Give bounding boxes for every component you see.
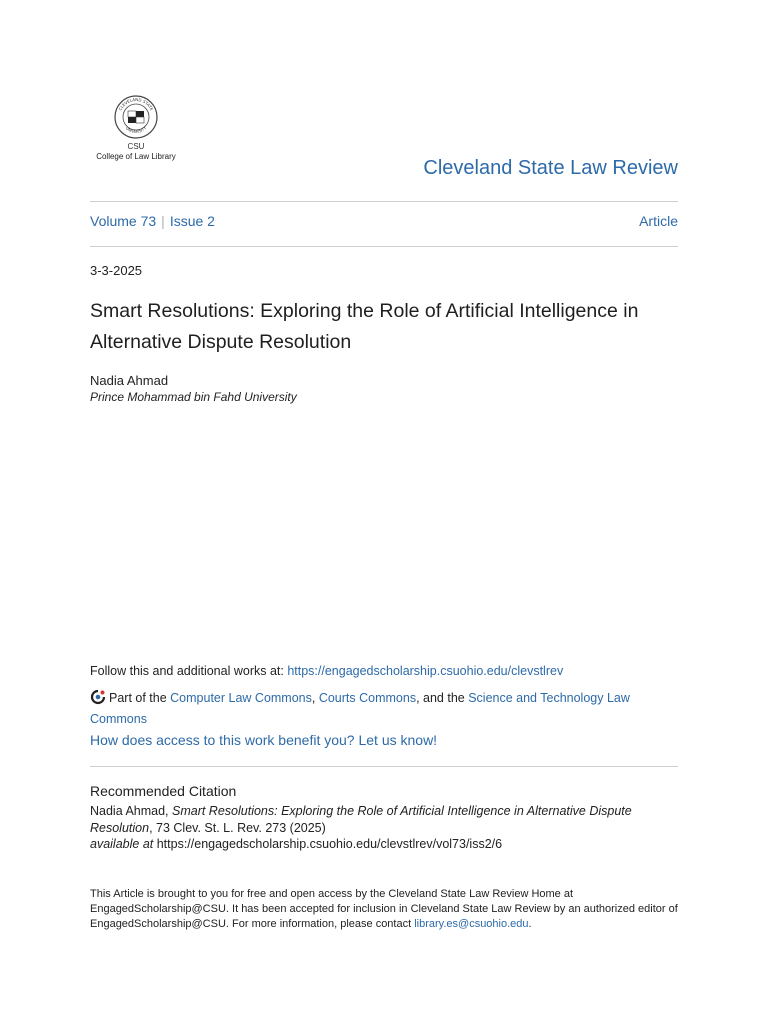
part-of-sep-1: ,	[311, 691, 319, 705]
volume-link[interactable]: Volume 73	[90, 213, 157, 229]
middle-divider	[90, 246, 678, 247]
logo-library-text: College of Law Library	[96, 152, 176, 161]
follow-line	[90, 664, 563, 678]
citation-title: Smart Resolutions: Exploring the Role of Artificial Intelligence in Alternative Dispute Resolution	[90, 804, 632, 835]
science-technology-law-commons-link[interactable]: Science and Technology Law Commons	[90, 691, 630, 726]
author-affiliation: Prince Mohammad bin Fahd University	[90, 390, 297, 404]
top-divider	[90, 201, 678, 202]
journal-title-link[interactable]: Cleveland State Law Review	[423, 157, 678, 179]
citation-availability	[90, 837, 502, 851]
citation-reference: , 73 Clev. St. L. Rev. 273 (2025)	[149, 821, 326, 835]
logo-csu-text: CSU	[127, 142, 145, 151]
computer-law-commons-link[interactable]: Computer Law Commons	[170, 691, 312, 705]
available-url: https://engagedscholarship.csuohio.edu/clevstlrev/vol73/iss2/6	[156, 837, 503, 851]
follow-url-link[interactable]: https://engagedscholarship.csuohio.edu/clevstlrev	[287, 664, 564, 678]
issue-bar	[90, 213, 678, 233]
part-of-line	[90, 688, 678, 730]
author-name: Nadia Ahmad	[90, 373, 169, 388]
part-of-sep-2: , and the	[416, 691, 469, 705]
access-footer	[90, 887, 678, 932]
svg-text:UNIVERSITY	[125, 125, 148, 134]
issue-link[interactable]: Issue 2	[169, 213, 215, 229]
publication-date: 3-3-2025	[90, 263, 143, 278]
seal-text-top: CLEVELAND STATE	[117, 96, 155, 112]
document-page	[90, 0, 678, 1024]
citation-author: Nadia Ahmad,	[90, 804, 172, 818]
library-logo	[90, 94, 182, 162]
article-title: Smart Resolutions: Exploring the Role of Artificial Intelligence in Alternative Dispute Resolution	[90, 300, 639, 353]
courts-commons-link[interactable]: Courts Commons	[318, 691, 417, 705]
seal-text-bottom: UNIVERSITY	[124, 125, 148, 135]
follow-prefix: Follow this and additional works at:	[90, 664, 288, 678]
part-of-prefix: Part of the	[109, 691, 171, 705]
footer-text: This Article is brought to you for free and open access by the Cleveland State Law Review Home at EngagedScholarship@CSU. It has been accepted for inclusion in Cleveland State Law Review by an authorized editor of EngagedScholarship@CSU. For more information, please contact	[90, 888, 678, 930]
citation-divider	[90, 766, 678, 767]
citation-text	[90, 803, 678, 837]
bepress-network-icon	[90, 689, 106, 705]
access-feedback-link[interactable]: How does access to this work benefit you? Let us know!	[90, 732, 438, 748]
university-seal-icon	[113, 94, 159, 140]
footer-end: .	[528, 918, 532, 930]
issue-separator: |	[161, 213, 165, 229]
article-type-link[interactable]: Article	[639, 213, 678, 229]
available-at-label: available at	[90, 837, 154, 851]
contact-email-link[interactable]: library.es@csuohio.edu	[414, 918, 529, 930]
citation-heading: Recommended Citation	[90, 783, 237, 799]
